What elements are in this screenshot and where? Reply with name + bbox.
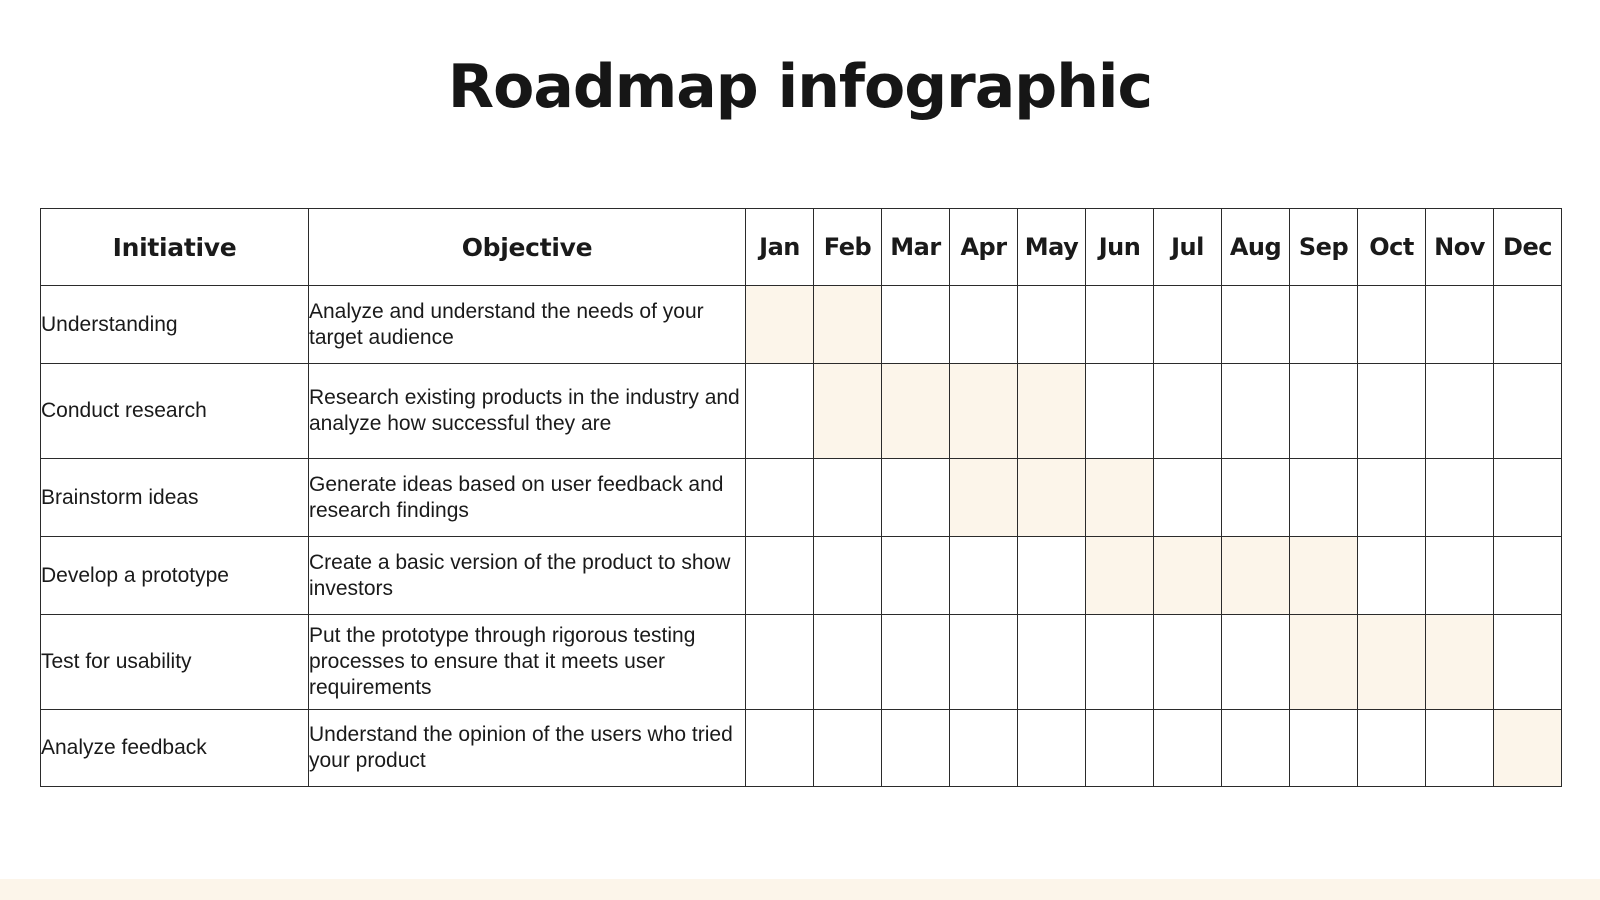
timeline-cell-aug	[1222, 286, 1290, 364]
timeline-cell-dec-active	[1494, 710, 1562, 787]
timeline-cell-mar	[882, 459, 950, 537]
timeline-cell-oct	[1358, 459, 1426, 537]
timeline-cell-dec	[1494, 615, 1562, 710]
timeline-cell-aug	[1222, 710, 1290, 787]
timeline-cell-oct	[1358, 364, 1426, 459]
initiative-cell: Analyze feedback	[41, 710, 309, 787]
timeline-cell-feb-active	[814, 286, 882, 364]
column-header-aug: Aug	[1222, 209, 1290, 286]
timeline-cell-oct	[1358, 286, 1426, 364]
timeline-cell-jan	[746, 537, 814, 615]
column-header-nov: Nov	[1426, 209, 1494, 286]
column-header-jan: Jan	[746, 209, 814, 286]
timeline-cell-jan	[746, 710, 814, 787]
objective-cell: Generate ideas based on user feedback and research findings	[309, 459, 746, 537]
table-row	[41, 615, 1562, 710]
timeline-cell-dec	[1494, 459, 1562, 537]
timeline-cell-nov	[1426, 364, 1494, 459]
timeline-cell-jul	[1154, 710, 1222, 787]
timeline-cell-sep	[1290, 710, 1358, 787]
initiative-cell: Understanding	[41, 286, 309, 364]
initiative-cell: Develop a prototype	[41, 537, 309, 615]
timeline-cell-nov	[1426, 710, 1494, 787]
initiative-cell: Test for usability	[41, 615, 309, 710]
timeline-cell-mar	[882, 615, 950, 710]
timeline-cell-feb	[814, 459, 882, 537]
bottom-band	[0, 879, 1600, 900]
timeline-cell-sep-active	[1290, 537, 1358, 615]
objective-cell: Understand the opinion of the users who tried your product	[309, 710, 746, 787]
timeline-cell-jun	[1086, 710, 1154, 787]
timeline-cell-sep	[1290, 286, 1358, 364]
header-row	[41, 209, 1562, 286]
roadmap-table	[40, 208, 1562, 787]
timeline-cell-feb-active	[814, 364, 882, 459]
table-row	[41, 286, 1562, 364]
timeline-cell-aug	[1222, 615, 1290, 710]
timeline-cell-jan	[746, 615, 814, 710]
initiative-cell: Conduct research	[41, 364, 309, 459]
timeline-cell-feb	[814, 615, 882, 710]
column-header-jun: Jun	[1086, 209, 1154, 286]
initiative-cell: Brainstorm ideas	[41, 459, 309, 537]
timeline-cell-jan-active	[746, 286, 814, 364]
column-header-oct: Oct	[1358, 209, 1426, 286]
timeline-cell-may	[1018, 710, 1086, 787]
timeline-cell-jun	[1086, 364, 1154, 459]
column-header-objective: Objective	[309, 209, 746, 286]
timeline-cell-jan	[746, 459, 814, 537]
timeline-cell-dec	[1494, 537, 1562, 615]
timeline-cell-may	[1018, 537, 1086, 615]
timeline-cell-apr	[950, 615, 1018, 710]
timeline-cell-jan	[746, 364, 814, 459]
objective-cell: Create a basic version of the product to show investors	[309, 537, 746, 615]
timeline-cell-nov	[1426, 537, 1494, 615]
roadmap-body	[41, 286, 1562, 787]
timeline-cell-nov	[1426, 459, 1494, 537]
objective-cell: Research existing products in the industry and analyze how successful they are	[309, 364, 746, 459]
timeline-cell-oct-active	[1358, 615, 1426, 710]
timeline-cell-sep-active	[1290, 615, 1358, 710]
timeline-cell-feb	[814, 710, 882, 787]
column-header-initiative: Initiative	[41, 209, 309, 286]
timeline-cell-jul	[1154, 459, 1222, 537]
timeline-cell-mar	[882, 286, 950, 364]
timeline-cell-jul-active	[1154, 537, 1222, 615]
timeline-cell-sep	[1290, 459, 1358, 537]
timeline-cell-dec	[1494, 286, 1562, 364]
timeline-cell-nov-active	[1426, 615, 1494, 710]
table-row	[41, 537, 1562, 615]
timeline-cell-apr-active	[950, 364, 1018, 459]
timeline-cell-dec	[1494, 364, 1562, 459]
timeline-cell-may-active	[1018, 364, 1086, 459]
timeline-cell-aug	[1222, 459, 1290, 537]
timeline-cell-feb	[814, 537, 882, 615]
timeline-cell-aug	[1222, 364, 1290, 459]
timeline-cell-jul	[1154, 615, 1222, 710]
column-header-sep: Sep	[1290, 209, 1358, 286]
table-row	[41, 459, 1562, 537]
table-row	[41, 364, 1562, 459]
timeline-cell-nov	[1426, 286, 1494, 364]
timeline-cell-jun-active	[1086, 537, 1154, 615]
page-title: Roadmap infographic	[447, 52, 1153, 122]
column-header-feb: Feb	[814, 209, 882, 286]
timeline-cell-jun	[1086, 286, 1154, 364]
timeline-cell-apr	[950, 537, 1018, 615]
timeline-cell-oct	[1358, 537, 1426, 615]
column-header-may: May	[1018, 209, 1086, 286]
column-header-mar: Mar	[882, 209, 950, 286]
timeline-cell-may	[1018, 286, 1086, 364]
column-header-dec: Dec	[1494, 209, 1562, 286]
timeline-cell-apr	[950, 710, 1018, 787]
timeline-cell-mar-active	[882, 364, 950, 459]
column-header-jul: Jul	[1154, 209, 1222, 286]
timeline-cell-jul	[1154, 364, 1222, 459]
table-row	[41, 710, 1562, 787]
timeline-cell-aug-active	[1222, 537, 1290, 615]
timeline-cell-mar	[882, 710, 950, 787]
timeline-cell-jul	[1154, 286, 1222, 364]
timeline-cell-apr	[950, 286, 1018, 364]
timeline-cell-oct	[1358, 710, 1426, 787]
column-header-apr: Apr	[950, 209, 1018, 286]
timeline-cell-may	[1018, 615, 1086, 710]
timeline-cell-mar	[882, 537, 950, 615]
objective-cell: Put the prototype through rigorous testing processes to ensure that it meets user requirements	[309, 615, 746, 710]
timeline-cell-may-active	[1018, 459, 1086, 537]
timeline-cell-apr-active	[950, 459, 1018, 537]
timeline-cell-sep	[1290, 364, 1358, 459]
timeline-cell-jun	[1086, 615, 1154, 710]
timeline-cell-jun-active	[1086, 459, 1154, 537]
objective-cell: Analyze and understand the needs of your target audience	[309, 286, 746, 364]
